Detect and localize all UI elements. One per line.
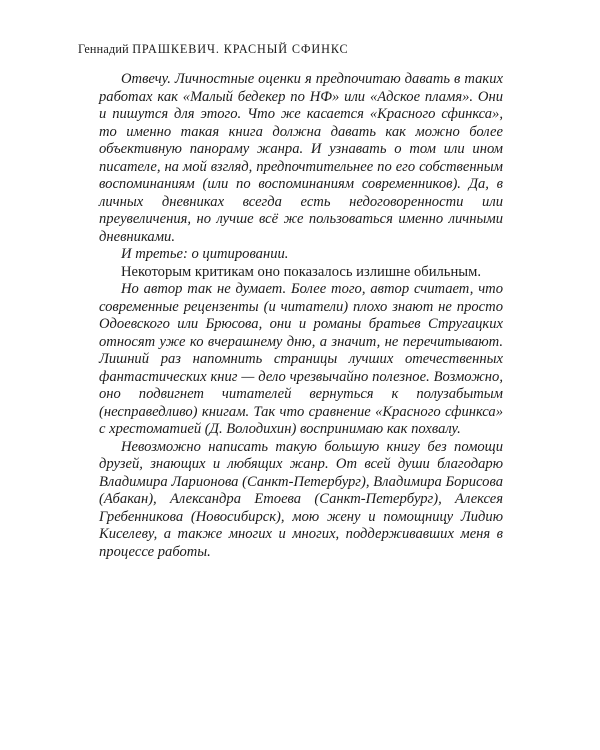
- paragraph-author-response: Но автор так не думает. Более того, автор считает, что современные рецензенты (и читатели) плохо знают не просто Одоевского или Брюсова, они и романы братьев Стругацких относят уже ко вчерашнему дню, а значит, не перечитывают. Лишний раз напомнить страницы лучших отечественных фантастических книг — дело чрезвычайно полезное. Возможно, оно подвигнет читателей вернуться к полузабытым (несправедливо) книгам. Так что сравнение «Красного сфинкса» с хрестоматией (Д. Володихин) воспринимаю как похвалу.: [99, 281, 503, 437]
- body-text: [99, 71, 503, 561]
- paragraph-critics-remark: Некоторым критикам оно показалось излишне обильным.: [121, 263, 481, 280]
- paragraph-third-point: И третье: о цитировании.: [121, 246, 289, 262]
- paragraph-acknowledgements: Невозможно написать такую большую книгу без помощи друзей, знающих и любящих жанр. От всей души благодарю Владимира Ларионова (Санкт-Петербург), Владимира Борисова (Абакан), Александра Етоева (Санкт-Петербург), Алексея Гребенникова (Новосибирск), мою жену и помощницу Лидию Киселеву, а также многих и многих, поддерживавших меня в процессе работы.: [99, 438, 503, 560]
- running-head: [78, 41, 349, 57]
- paragraph-answer: Отвечу. Личностные оценки я предпочитаю давать в таких работах как «Малый бедекер по НФ» или «Адское пламя». Они и пишутся для этого. Что же касается «Красного сфинкса», то именно такая книга должна давать как можно более объективную панораму жанра. И узнавать о том или ином писателе, на мой взгляд, предпочтительнее по его собственным воспоминаниям (или по воспоминаниям современников). Да, в личных дневниках всегда есть недоговоренности или преувеличения, но лучше всё же пользоваться именно личными дневниками.: [99, 71, 503, 245]
- running-head-author: Геннадий: [78, 42, 129, 56]
- running-head-title: ПРАШКЕВИЧ. КРАСНЫЙ СФИНКС: [132, 42, 349, 56]
